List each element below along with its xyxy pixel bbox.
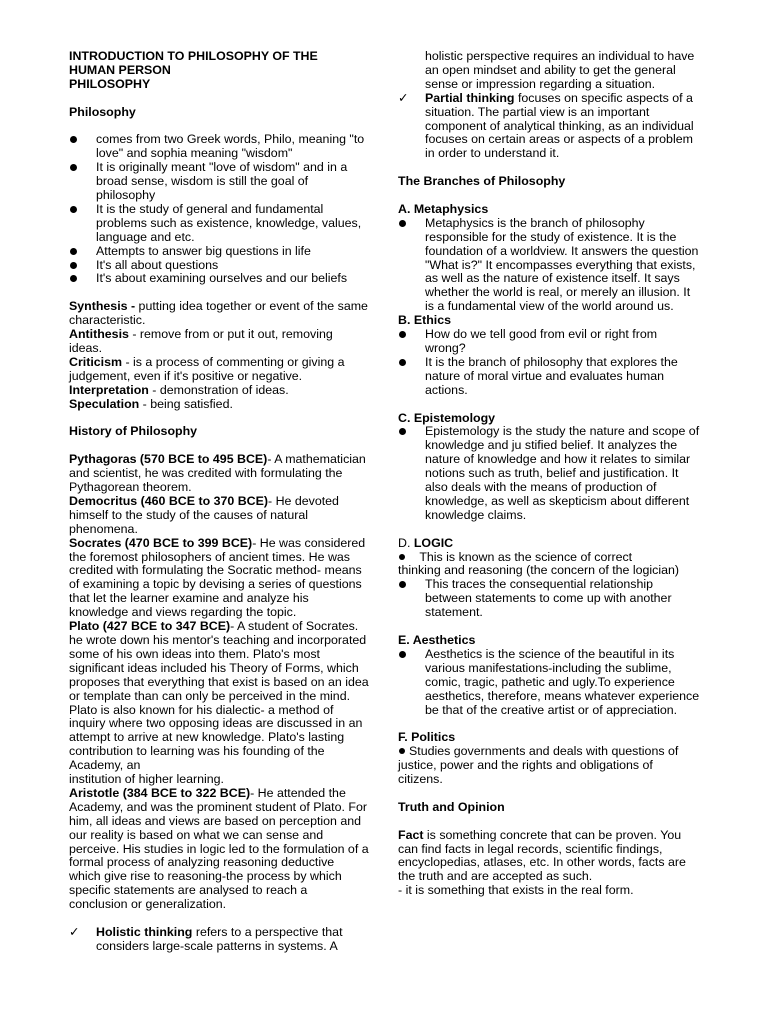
philosopher-description: - He attended the Academy, and was the prominent student of Plato. For him, all ideas and views are based on perception and our reality is based on what we can sense and perceive. His studies in logic led to the formulation of a formal process of analyzing reasoning deductive which give rise to reasoning-the process by which specific statements are analysed to reach a conclusion or generalization.: [69, 785, 369, 912]
partial-term: Partial thinking: [425, 90, 515, 105]
checkmark-icon: ✓: [69, 925, 80, 939]
ethics-heading: B. Ethics: [398, 313, 452, 328]
list-item: It is originally meant "love of wisdom" and in a broad sense, wisdom is still the goal of philosophy: [69, 161, 369, 203]
title-line-3: PHILOSOPHY: [69, 76, 151, 91]
partial-text: focuses on specific aspects of a situation. The partial view is an important component of analytical thinking, as an individual focuses on certain areas or aspects of a problem in order to understand it.: [425, 90, 694, 161]
bullet-icon: [398, 744, 409, 758]
plato-tail: institution of higher learning.: [69, 772, 224, 787]
title-line-2: HUMAN PERSON: [69, 62, 171, 77]
ethics-list: [398, 328, 700, 398]
philosopher-plato: [69, 620, 369, 773]
fact-term: Fact: [398, 827, 424, 842]
term-definition: - is a process of commenting or giving a judgement, even if it's positive or negative.: [69, 354, 345, 383]
list-item: Attempts to answer big questions in life: [69, 245, 369, 259]
term-label: Synthesis -: [69, 299, 136, 314]
term-antithesis: [69, 328, 369, 356]
logic-heading: LOGIC: [413, 535, 454, 550]
term-definition: - demonstration of ideas.: [148, 382, 289, 397]
document-title: [69, 50, 369, 92]
checkmark-icon: ✓: [398, 90, 409, 105]
list-item: This traces the consequential relationship between statements to come up with another statement.: [398, 578, 700, 620]
epistemology-list: [398, 425, 700, 522]
philosopher-description: - A student of Socrates. he wrote down his mentor's teaching and incorporated some of his own ideas into them. Plato's most significant ideas included his Theory of Forms, which proposes that everything that exist is based on an idea or template than can only be perceived in the mind. Plato is also known for his dialectic- a method of inquiry where two opposing ideas are discussed in an attempt to arrive at new knowledge. Plato's lasting contribution to learning was his founding of the Academy, an: [69, 619, 369, 773]
politics-text-line: [398, 745, 700, 787]
bullet-icon: [398, 550, 409, 564]
truth-opinion-heading: Truth and Opinion: [398, 799, 505, 814]
partial-thinking-item: [398, 92, 700, 162]
logic-heading-line: [398, 537, 700, 551]
term-label: Criticism: [69, 354, 123, 369]
philosopher-description: - A mathematician and scientist, he was credited with formulating the Pythagorean theorem.: [69, 452, 366, 495]
logic-first-line: [398, 551, 700, 565]
logic-list: [398, 578, 700, 620]
term-definition: - being satisfied.: [139, 396, 233, 411]
term-definition: putting idea together or event of the same characteristic.: [69, 299, 368, 328]
philosopher-pythagoras: [69, 453, 369, 495]
list-item: It is the branch of philosophy that explores the nature of moral virtue and evaluates human actions.: [398, 356, 700, 398]
term-definition: - remove from or put it out, removing ideas.: [69, 327, 333, 355]
fact-line-2: - it is something that exists in the real form.: [398, 883, 634, 898]
philosopher-name: Plato (427 BCE to 347 BCE): [69, 619, 231, 634]
metaphysics-heading: A. Metaphysics: [398, 201, 489, 216]
philosopher-description: - He devoted himself to the study of the causes of natural phenomena.: [69, 493, 339, 536]
logic-first-text: This is known as the science of correct: [419, 549, 633, 564]
aesthetics-heading: E. Aesthetics: [398, 632, 476, 647]
philosopher-name: Democritus (460 BCE to 370 BCE): [69, 493, 268, 508]
branches-heading: The Branches of Philosophy: [398, 174, 566, 189]
history-heading: History of Philosophy: [69, 424, 198, 439]
right-column: [398, 50, 700, 898]
holistic-term: Holistic thinking: [96, 925, 193, 939]
term-label: Speculation: [69, 396, 140, 411]
term-criticism: [69, 356, 369, 384]
list-item: Aesthetics is the science of the beautiful in its various manifestations-including the sublime, comic, tragic, pathetic and ugly.To experience aesthetics, therefore, means whatever experience be that of the creative artist or of appreciation.: [398, 648, 700, 718]
holistic-thinking-item: [69, 926, 369, 954]
philosopher-name: Pythagoras (570 BCE to 495 BCE): [69, 452, 268, 467]
term-synthesis: [69, 300, 369, 328]
term-speculation: [69, 398, 369, 412]
epistemology-heading: C. Epistemology: [398, 410, 496, 425]
term-label: Antithesis: [69, 327, 129, 342]
philosopher-aristotle: [69, 787, 369, 912]
philosopher-name: Socrates (470 BCE to 399 BCE): [69, 535, 253, 550]
logic-first-continuation: thinking and reasoning (the concern of the logician): [398, 563, 680, 578]
philosophy-heading: Philosophy: [69, 104, 136, 119]
term-label: Interpretation: [69, 382, 149, 397]
list-item: Metaphysics is the branch of philosophy responsible for the study of existence. It is the foundation of a worldview. It answers the question "What is?" It encompasses everything that exists, as well as the nature of existence itself. It says whether the world is real, or merely an illusion. It is a fundamental view of the world around us.: [398, 217, 700, 314]
philosophy-bullet-list: [69, 133, 369, 286]
term-interpretation: [69, 384, 369, 398]
philosopher-name: Aristotle (384 BCE to 322 BCE): [69, 785, 251, 800]
list-item: It's all about questions: [69, 259, 369, 273]
holistic-continuation: holistic perspective requires an individual to have an open mindset and ability to get the general sense or impression regarding a situation.: [425, 49, 695, 91]
list-item: Epistemology is the study the nature and scope of knowledge and ju stified belief. It analyzes the nature of knowledge and how it relates to similar notions such as truth, belief and justification. It also deals with the means of production of knowledge, as well as skepticism about different knowledge claims.: [398, 425, 700, 522]
metaphysics-list: [398, 217, 700, 314]
list-item: It is the study of general and fundamental problems such as existence, knowledge, values, language and etc.: [69, 203, 369, 245]
title-line-1: INTRODUCTION TO PHILOSOPHY OF THE: [69, 49, 318, 63]
left-column: [69, 50, 369, 954]
list-item: comes from two Greek words, Philo, meaning "to love" and sophia meaning "wisdom": [69, 133, 369, 161]
politics-heading: F. Politics: [398, 730, 456, 745]
logic-prefix: D.: [398, 535, 411, 550]
philosopher-description: - He was considered the foremost philosophers of ancient times. He was credited with formulating the Socratic method- means of examining a topic by devising a series of questions that let the learner examine and analyze his knowledge and views regarding the topic.: [69, 535, 366, 620]
fact-text: is something concrete that can be proven. You can find facts in legal records, scientific findings, encyclopedias, atlases, etc. In other words, facts are the truth and are accepted as such.: [398, 827, 686, 884]
list-item: It's about examining ourselves and our beliefs: [69, 272, 369, 286]
holistic-text: refers to a perspective that considers large-scale patterns in systems. A: [96, 925, 343, 953]
list-item: How do we tell good from evil or right from wrong?: [398, 328, 700, 356]
philosopher-democritus: [69, 495, 369, 537]
aesthetics-list: [398, 648, 700, 718]
philosopher-socrates: [69, 537, 369, 620]
politics-text: Studies governments and deals with questions of justice, power and the rights and obligations of citizens.: [398, 744, 679, 787]
fact-paragraph: [398, 829, 700, 885]
